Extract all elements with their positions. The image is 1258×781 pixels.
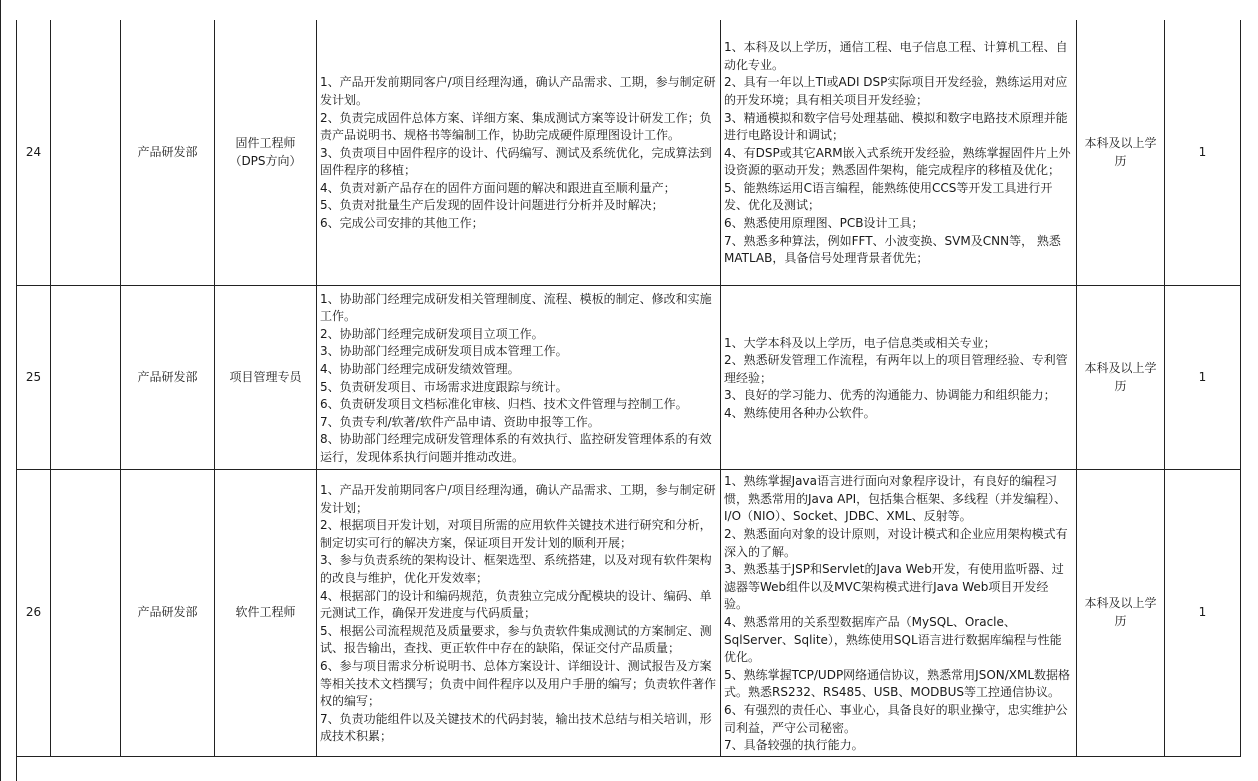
grid-line	[0, 0, 1, 781]
education-label: 本科及以上学历	[1084, 135, 1157, 168]
requirements-cell	[721, 20, 1076, 285]
duty-line: 3、负责项目中固件程序的设计、代码编写、测试及系统优化，完成算法到固件程序的移植；	[320, 145, 712, 178]
requirement-line: 1、本科及以上学历，通信工程、电子信息工程、计算机工程、自动化专业。	[724, 40, 1068, 72]
duty-line: 6、参与项目需求分析说明书、总体方案设计、详细设计、测试报告及方案等相关技术文档撰写；负责中间件程序以及用户手册的编写；负责软件著作权的编写；	[320, 658, 717, 709]
duty-line: 7、负责功能组件以及关键技术的代码封装，输出技术总结与相关培训，形成技术积累；	[320, 711, 712, 744]
requirement-line: 2、熟悉面向对象的设计原则，对设计模式和企业应用架构模式有深入的了解。	[724, 527, 1068, 559]
position-label: 固件工程师（DPS方向）	[229, 135, 302, 168]
headcount-cell: 1	[1198, 605, 1207, 620]
duty-line: 2、负责完成固件总体方案、详细方案、集成测试方案等设计研发工作；负责产品说明书、规格书等编制工作，协助完成硬件原理图设计工作。	[320, 110, 712, 143]
duty-line: 2、协助部门经理完成研发项目立项工作。	[320, 326, 544, 341]
requirements-cell	[721, 470, 1076, 756]
headcount-cell: 1	[1198, 369, 1207, 384]
grid-line	[16, 756, 1241, 757]
education-label: 本科及以上学历	[1084, 360, 1157, 393]
grid-line	[1240, 20, 1241, 757]
requirement-line: 3、良好的学习能力、优秀的沟通能力、协调能力和组织能力；	[724, 388, 1056, 403]
requirement-line: 2、具有一年以上TI或ADI DSP实际项目开发经验，熟练运用对应的开发环境；具有相关项目开发经验；	[724, 75, 1068, 107]
duty-line: 1、产品开发前期同客户/项目经理沟通，确认产品需求、工期，参与制定研发计划。	[320, 75, 716, 107]
requirement-line: 4、有DSP或其它ARM嵌入式系统开发经验，熟练掌握固件片上外设资源的驱动开发；熟悉固件架构，能完成程序的移植及优化；	[724, 145, 1071, 178]
requirement-line: 5、能熟练运用C语言编程，能熟练使用CCS等开发工具进行开发、优化及测试；	[724, 180, 1053, 213]
requirements-cell	[721, 286, 1076, 469]
duty-line: 1、协助部门经理完成研发相关管理制度、流程、模板的制定、修改和实施工作。	[320, 291, 712, 324]
requirement-line: 1、大学本科及以上学历，电子信息类或相关专业；	[724, 335, 996, 350]
duty-line: 4、负责对新产品存在的固件方面问题的解决和跟进直至顺利量产；	[320, 180, 676, 195]
row-number: 25	[25, 369, 42, 384]
grid-line	[50, 20, 51, 757]
duty-line: 5、负责研发项目、市场需求进度跟踪与统计。	[320, 379, 568, 394]
requirement-line: 4、熟悉常用的关系型数据库产品（MySQL、Oracle、SqlServer、Sqlite），熟练使用SQL语言进行数据库编程与性能优化。	[724, 615, 1062, 665]
requirement-line: 4、熟练使用各种办公软件。	[724, 405, 876, 420]
duty-line: 4、根据部门的设计和编码规范，负责独立完成分配模块的设计、编码、单元测试工作，确保开发进度与代码质量；	[320, 588, 712, 621]
duty-line: 3、参与负责系统的架构设计、框架选型、系统搭建，以及对现有软件架构的改良与维护，优化开发效率；	[320, 553, 712, 586]
department-cell: 产品研发部	[137, 605, 198, 620]
duty-line: 2、根据项目开发计划，对项目所需的应用软件关键技术进行研究和分析，制定切实可行的解决方案，保证项目开发计划的顺利开展；	[320, 518, 712, 550]
duty-line: 4、协助部门经理完成研发绩效管理。	[320, 361, 520, 376]
education-cell	[1077, 470, 1164, 756]
education-label: 本科及以上学历	[1084, 596, 1157, 628]
duty-line: 3、协助部门经理完成研发项目成本管理工作。	[320, 344, 568, 359]
duties-cell	[317, 20, 720, 285]
position-cell	[215, 20, 316, 285]
duty-line: 6、负责研发项目文档标准化审核、归档、技术文件管理与控制工作。	[320, 397, 688, 412]
duties-cell	[317, 470, 720, 756]
department-cell: 产品研发部	[137, 144, 198, 159]
duty-line: 5、根据公司流程规范及质量要求，参与负责软件集成测试的方案制定、测试、报告输出，查找、更正软件中存在的缺陷，保证交付产品质量；	[320, 623, 712, 656]
row-number: 24	[25, 144, 42, 159]
education-cell	[1077, 286, 1164, 469]
position-cell: 软件工程师	[235, 605, 296, 620]
requirement-line: 7、熟悉多种算法，例如FFT、小波变换、SVM及CNN等， 熟悉MATLAB，具备信号处理背景者优先；	[724, 233, 1061, 266]
requirement-line: 6、熟悉使用原理图、PCB设计工具；	[724, 216, 924, 231]
requirement-line: 7、具备较强的执行能力。	[724, 738, 864, 753]
duty-line: 8、协助部门经理完成研发管理体系的有效执行、监控研发管理体系的有效运行，发现体系执行问题并推动改进。	[320, 432, 712, 464]
requirement-line: 6、有强烈的责任心、事业心，具备良好的职业操守，忠实维护公司利益，严守公司秘密。	[724, 702, 1068, 735]
requirement-line: 1、熟练掌握Java语言进行面向对象程序设计，有良好的编程习惯，熟悉常用的Java API，包括集合框架、多线程（并发编程）、I/O（NIO）、Socket、JDBC、XML、反射等。	[724, 474, 1067, 524]
requirement-line: 2、熟悉研发管理工作流程，有两年以上的项目管理经验、专利管理经验；	[724, 353, 1068, 385]
row-number: 26	[25, 605, 42, 620]
duty-line: 6、完成公司安排的其他工作；	[320, 216, 484, 231]
department-cell: 产品研发部	[137, 369, 198, 384]
requirement-line: 5、熟练掌握TCP/UDP网络通信协议，熟悉常用JSON/XML数据格式。熟悉RS232、RS485、USB、MODBUS等工控通信协议。	[724, 667, 1071, 700]
education-cell	[1077, 20, 1164, 285]
headcount-cell: 1	[1198, 144, 1207, 159]
duties-cell	[317, 286, 720, 469]
requirement-line: 3、精通模拟和数字信号处理基础、模拟和数字电路技术原理并能进行电路设计和调试；	[724, 110, 1068, 143]
requirement-line: 3、熟悉基于JSP和Servlet的Java Web开发，有使用监听器、过滤器等Web组件以及MVC架构模式进行Java Web项目开发经验。	[724, 562, 1064, 612]
position-cell: 项目管理专员	[229, 369, 302, 384]
duty-line: 1、产品开发前期同客户/项目经理沟通，确认产品需求、工期，参与制定研发计划；	[320, 483, 716, 515]
duty-line: 5、负责对批量生产后发现的固件设计问题进行分析并及时解决；	[320, 198, 664, 213]
duty-line: 7、负责专利/软著/软件产品申请、资助申报等工作。	[320, 414, 600, 429]
